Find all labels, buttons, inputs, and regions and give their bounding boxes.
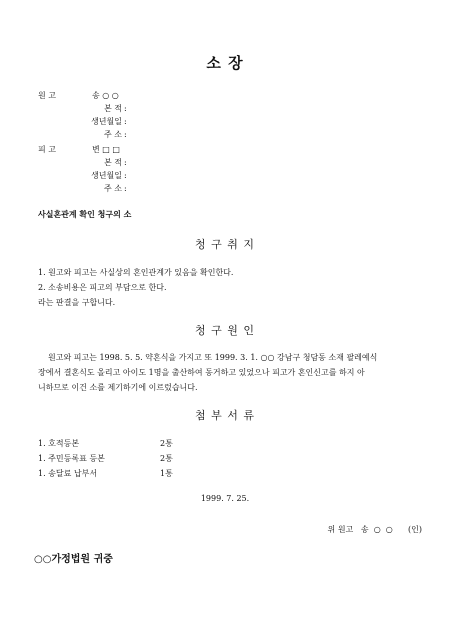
claim-cause-line: 니하므로 이건 소를 제기하기에 이르렀습니다.	[38, 383, 198, 392]
plaintiff-label: 원 고	[38, 91, 56, 100]
claim-purpose-line: 1. 원고와 피고는 사실상의 혼인관계가 있음을 확인한다.	[38, 268, 234, 277]
attachment-name: 1. 송달료 납부서	[38, 469, 98, 478]
claim-cause-heading: 청 구 원 인	[195, 324, 255, 337]
claim-cause-line: 장에서 결혼식도 올리고 아이도 1명을 출산하여 동거하고 있었으나 피고가 혼인신고를 하지 아	[38, 368, 365, 377]
defendant-name: 변 □ □	[92, 145, 120, 154]
defendant-field-domicile: 본 적 :	[104, 158, 127, 167]
defendant-field-address: 주 소 :	[104, 184, 127, 193]
claim-purpose-line: 라는 판결을 구합니다.	[38, 298, 116, 307]
defendant-field-birthdate: 생년월일 :	[91, 171, 127, 180]
attachment-name: 1. 주민등록표 등본	[38, 454, 105, 463]
plaintiff-name: 송 ○ ○	[92, 91, 119, 100]
attachment-count: 2통	[160, 439, 173, 448]
court-addressee: ○○가정법원 귀중	[34, 554, 113, 565]
claim-purpose-line: 2. 소송비용은 피고의 부담으로 한다.	[38, 283, 167, 292]
attachment-count: 2통	[160, 454, 173, 463]
plaintiff-field-domicile: 본 적 :	[104, 104, 127, 113]
claim-purpose-heading: 청 구 취 지	[195, 238, 255, 251]
attachments-heading: 첨 부 서 류	[195, 409, 255, 422]
claim-cause-line: 원고와 피고는 1998. 5. 5. 약혼식을 가지고 또 1999. 3. 1. ○○ 강남구 청담동 소재 팔레예식	[48, 353, 378, 362]
plaintiff-field-birthdate: 생년월일 :	[91, 117, 127, 126]
signature-line: 위 원고 송 ○ ○ (인)	[327, 525, 422, 534]
document-date: 1999. 7. 25.	[200, 494, 250, 503]
attachment-count: 1통	[160, 469, 173, 478]
defendant-label: 피 고	[38, 145, 56, 154]
case-name: 사실혼관계 확인 청구의 소	[38, 209, 132, 219]
attachment-name: 1. 호적등본	[38, 439, 80, 448]
plaintiff-field-address: 주 소 :	[104, 130, 127, 139]
document-title: 소 장	[206, 54, 244, 72]
